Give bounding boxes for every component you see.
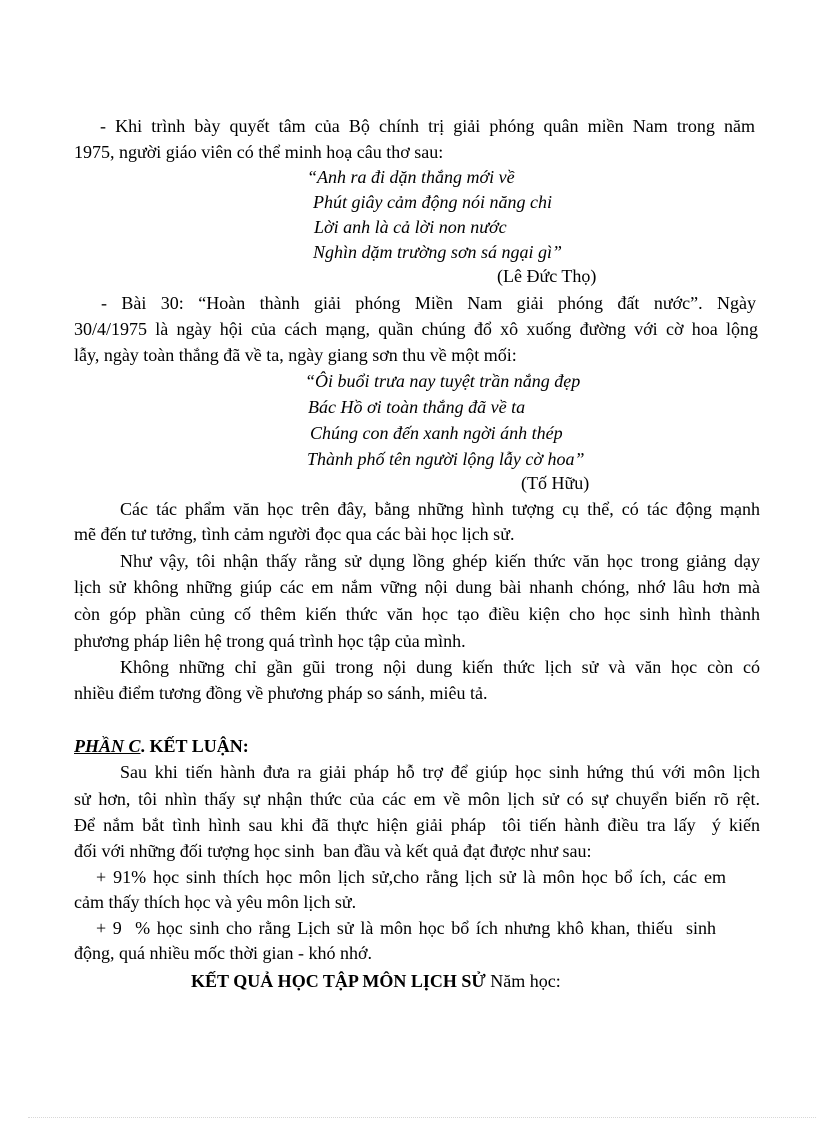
poem-1-line-1: “Anh ra đi dặn thắng mới về: [307, 167, 515, 187]
paragraph-5-line-1: Không những chỉ gần gũi trong nội dung kiến thức lịch sử và văn học còn có: [120, 657, 760, 677]
section-c-title: . KẾT LUẬN:: [140, 736, 249, 756]
paragraph-6-line-4: đối với những đối tượng học sinh ban đầu và kết quả đạt được như sau:: [74, 841, 592, 861]
section-c-label: PHẦN C: [74, 736, 141, 756]
poem-2-line-1: “Ôi buổi trưa nay tuyệt trần nắng đẹp: [305, 371, 581, 391]
paragraph-6-line-3: Để nắm bắt tình hình sau khi đã thực hiện giải pháp tôi tiến hành điều tra lấy ý kiến: [74, 815, 760, 835]
poem-1-line-3: Lời anh là cả lời non nước: [314, 217, 507, 237]
page-bottom-divider: [28, 1117, 816, 1118]
paragraph-4-line-4: phương pháp liên hệ trong quá trình học tập của mình.: [74, 631, 466, 651]
results-heading-year: Năm học:: [485, 971, 561, 991]
paragraph-4-line-3: còn góp phần củng cố thêm kiến thức văn học tạo điều kiện cho học sinh hình thành: [74, 604, 760, 624]
paragraph-3-line-1: Các tác phẩm văn học trên đây, bằng những hình tượng cụ thể, có tác động mạnh: [120, 499, 760, 519]
paragraph-2-line-3: lẫy, ngày toàn thắng đã về ta, ngày giang sơn thu về một mối:: [74, 345, 517, 365]
results-heading-bold: KẾT QUẢ HỌC TẬP MÔN LỊCH SỬ: [191, 971, 486, 991]
paragraph-3-line-2: mẽ đến tư tưởng, tình cảm người đọc qua các bài học lịch sử.: [74, 524, 515, 544]
paragraph-1-line-2: 1975, người giáo viên có thể minh hoạ câu thơ sau:: [74, 142, 444, 162]
bullet-2-line-2: động, quá nhiều mốc thời gian - khó nhớ.: [74, 943, 372, 963]
results-heading: [191, 970, 561, 992]
poem-2-line-2: Bác Hồ ơi toàn thắng đã về ta: [308, 397, 526, 417]
section-c-heading: [74, 735, 249, 757]
poem-1-line-4: Nghìn dặm trường sơn sá ngại gì”: [313, 242, 563, 262]
poem-2-line-4: Thành phố tên người lộng lẫy cờ hoa”: [307, 449, 585, 469]
poem-1-author: (Lê Đức Thọ): [497, 266, 597, 286]
paragraph-6-line-2: sử hơn, tôi nhìn thấy sự nhận thức của các em về môn lịch sử có sự chuyển biến rõ rệt.: [74, 789, 760, 809]
paragraph-5-line-2: nhiều điểm tương đồng về phương pháp so sánh, miêu tả.: [74, 683, 488, 703]
paragraph-4-line-1: Như vậy, tôi nhận thấy rằng sử dụng lồng ghép kiến thức văn học trong giảng dạy: [120, 551, 760, 571]
paragraph-2-line-1: - Bài 30: “Hoàn thành giải phóng Miền Nam giải phóng đất nước”. Ngày: [101, 293, 756, 313]
bullet-1-line-2: cảm thấy thích học và yêu môn lịch sử.: [74, 892, 357, 912]
paragraph-1-line-1: - Khi trình bày quyết tâm của Bộ chính trị giải phóng quân miền Nam trong năm: [100, 116, 755, 136]
paragraph-2-line-2: 30/4/1975 là ngày hội của cách mạng, quần chúng đổ xô xuống đường với cờ hoa lộng: [74, 319, 758, 339]
paragraph-6-line-1: Sau khi tiến hành đưa ra giải pháp hỗ trợ để giúp học sinh hứng thú với môn lịch: [120, 762, 760, 782]
poem-2-author: (Tố Hữu): [521, 473, 590, 493]
bullet-1-line-1: + 91% học sinh thích học môn lịch sử,cho rằng lịch sử là môn học bổ ích, các em: [96, 867, 726, 887]
poem-1-line-2: Phút giây cảm động nói năng chi: [313, 192, 552, 212]
paragraph-4-line-2: lịch sử không những giúp các em nắm vững nội dung bài nhanh chóng, nhớ lâu hơn mà: [74, 577, 760, 597]
bullet-2-line-1: + 9 % học sinh cho rằng Lịch sử là môn học bổ ích nhưng khô khan, thiếu sinh: [96, 918, 716, 938]
poem-2-line-3: Chúng con đến xanh ngời ánh thép: [310, 423, 563, 443]
